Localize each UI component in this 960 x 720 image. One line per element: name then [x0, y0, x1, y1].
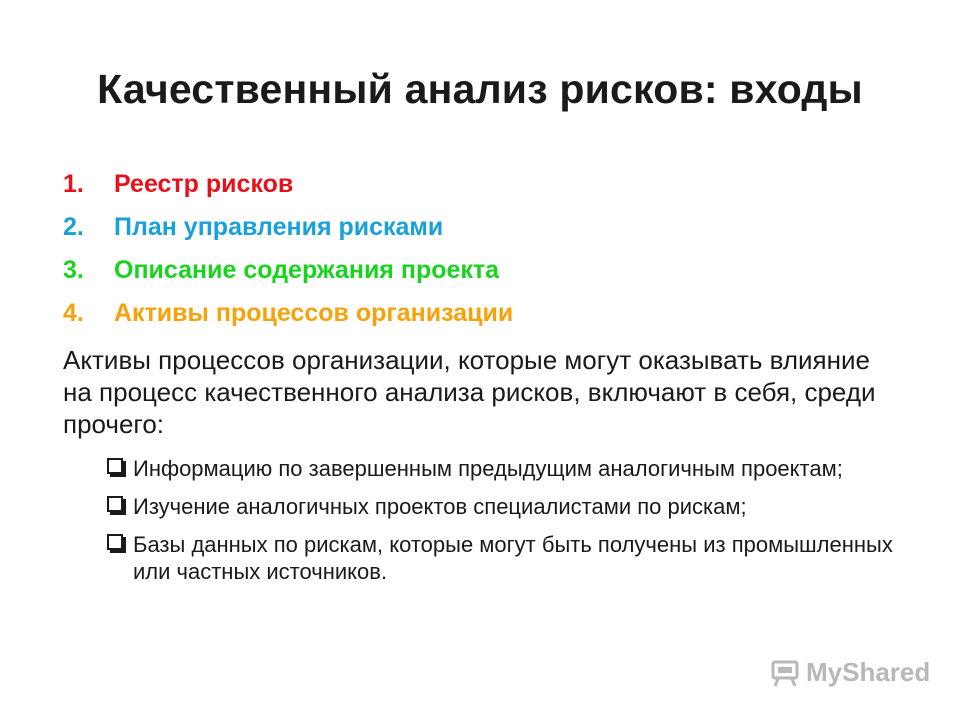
item-number: 1.	[63, 170, 84, 198]
numbered-item	[63, 213, 513, 256]
item-text: Реестр рисков	[114, 170, 294, 198]
numbered-list	[63, 170, 513, 342]
bullet-text: Изучение аналогичных проектов специалистами по рискам;	[133, 494, 747, 519]
bullet-item	[105, 455, 905, 482]
numbered-item	[63, 170, 513, 213]
item-text: План управления рисками	[114, 213, 444, 241]
item-number: 2.	[63, 213, 84, 241]
item-text: Описание содержания проекта	[114, 256, 500, 284]
bullet-text: Базы данных по рискам, которые могут быть получены из промышленных или частных источников.	[133, 532, 893, 584]
numbered-item	[63, 256, 513, 299]
numbered-item	[63, 299, 513, 342]
watermark-logo	[770, 657, 930, 688]
body-paragraph: Активы процессов организации, которые могут оказывать влияние на процесс качественного анализа рисков, включают в себя, среди прочего:	[63, 345, 876, 439]
item-number: 3.	[63, 256, 84, 284]
bullet-text: Информацию по завершенным предыдущим аналогичным проектам;	[133, 456, 843, 481]
slide-title: Качественный анализ рисков: входы	[97, 66, 863, 112]
bullet-item	[105, 493, 905, 520]
presentation-board-icon	[770, 659, 800, 687]
checkbox-bullet-icon	[105, 458, 127, 473]
item-text: Активы процессов организации	[114, 299, 514, 327]
checkbox-bullet-icon	[105, 534, 127, 549]
checkbox-bullet-icon	[105, 496, 127, 511]
bullet-item	[105, 531, 905, 585]
bullet-list	[105, 455, 905, 596]
watermark-text: MyShared	[806, 657, 931, 687]
item-number: 4.	[63, 299, 84, 327]
